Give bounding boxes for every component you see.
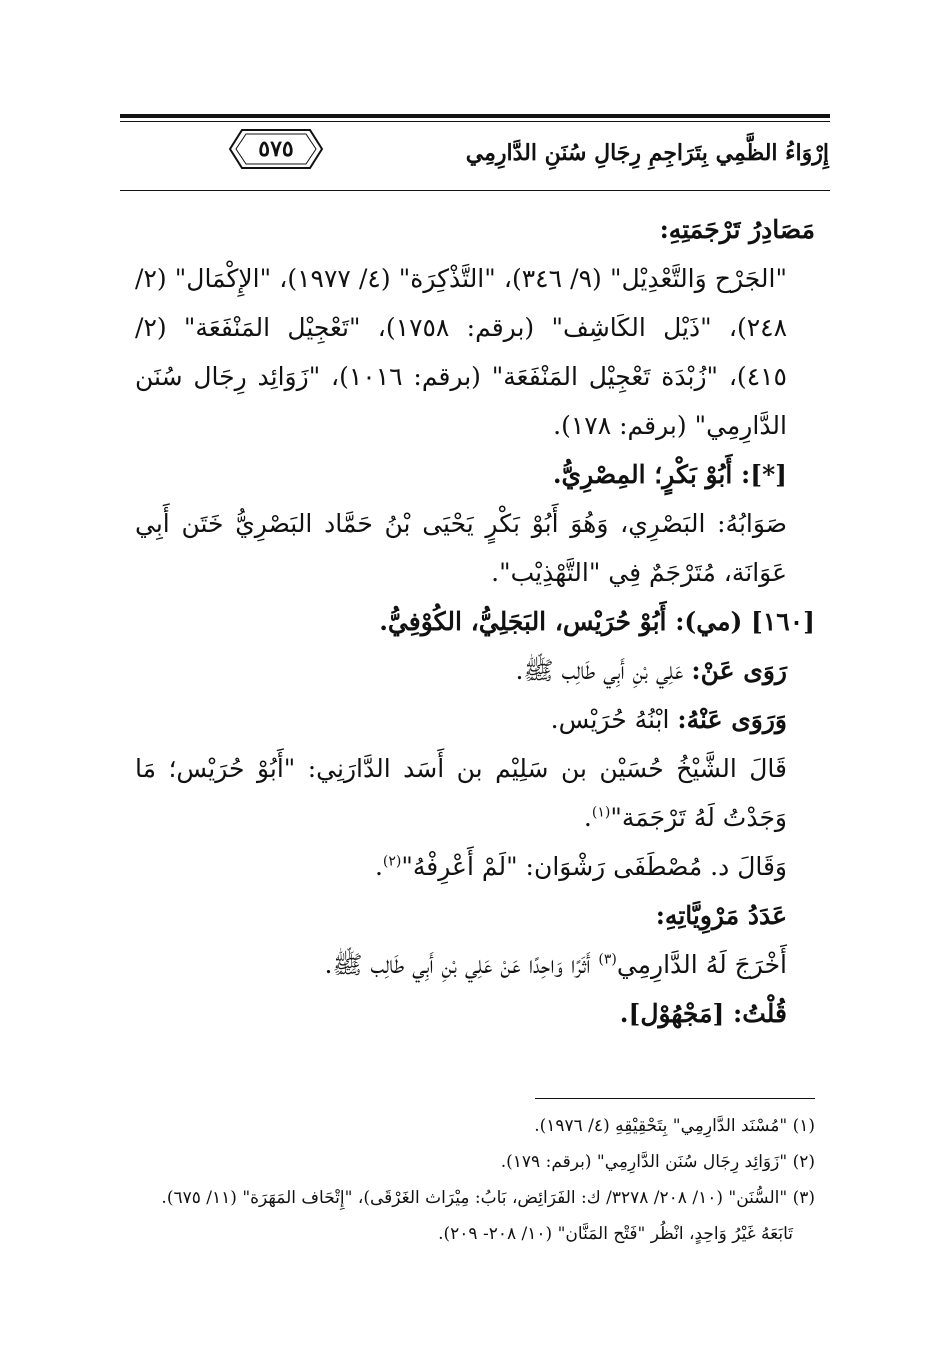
narrated-from-label: رَوَى عَنْ:	[691, 656, 787, 685]
correction-text: صَوَابُهُ: البَصْرِي، وَهُوَ أَبُوْ بَكْرٍ يَحْيَى بْنُ حَمَّاد البَصْرِيُّ خَتَن أَبِي عَوَانَة، مُتَرْجَمٌ فِي "التَّهْذِيْب".	[135, 509, 787, 587]
footnotes	[135, 1108, 815, 1252]
rashwan-quote-text: وَقَالَ د. مُصْطَفَى رَشْوَان: "لَمْ أَعْرِفْهُ"	[401, 852, 787, 881]
narrated-from-value: عَلِي بْنِ أَبِي طَالِب ﷺ.	[515, 656, 684, 685]
footnote-3-continuation: تَابَعَهُ غَيْرُ وَاحِدٍ، انْظُر "فَتْح المَنَّان" (١٠/ ٢٠٨- ٢٠٩).	[438, 1224, 793, 1244]
rashwan-quote-end: .	[374, 852, 383, 881]
footnote-ref-1: (١)	[591, 804, 611, 821]
header-rule-thick	[120, 114, 830, 118]
narrated-by	[135, 695, 815, 744]
footnote-separator	[535, 1098, 815, 1099]
footnote-ref-2: (٢)	[382, 853, 402, 870]
page-number: ٥٧٥	[258, 136, 294, 162]
header-rule-bottom	[120, 190, 830, 191]
count-heading: عَدَدُ مَرْوِيَّاتِهِ:	[655, 901, 787, 930]
star-entry: [*]: أَبُوْ بَكْرٍ؛ المِصْرِيُّ.	[552, 460, 787, 489]
sources-heading: مَصَادِرُ تَرْجَمَتِهِ:	[659, 215, 815, 244]
narrated-from	[135, 646, 815, 695]
page-number-frame	[228, 126, 324, 172]
footnote-2: (٢) "زَوَائِد رِجَال سُنَن الدَّارِمِي" (برقم: ١٧٩).	[500, 1152, 815, 1172]
footnote-1: (١) "مُسْنَد الدَّارِمِي" بِتَحْقِيْقِهِ (٤/ ١٩٧٦).	[534, 1116, 815, 1136]
verdict: قُلْتُ: [مَجْهُوْل].	[619, 999, 787, 1028]
count-text-a: أَخْرَجَ لَهُ الدَّارِمِي	[616, 950, 787, 979]
rashwan-quote	[135, 842, 815, 891]
footnote-ref-3: (٣)	[598, 951, 617, 968]
narrated-by-label: وَرَوَى عَنْهُ:	[677, 705, 787, 734]
sheikh-quote-text: قَالَ الشَّيْخُ حُسَيْن بن سَلِيْم بن أَسَد الدَّارَنِي: "أَبُوْ حُرَيْس؛ مَا وَجَدْتُ لَهُ تَرْجَمَة"	[135, 754, 787, 832]
count-text-b: أَثَرًا وَاحِدًا عَنْ عَلِي بْنِ أَبِي طَالِب ﷺ.	[324, 950, 599, 979]
entry-heading: [١٦٠] (مي): أَبُوْ حُرَيْس، البَجَلِيُّ، الكُوْفِيُّ.	[379, 607, 815, 636]
book-title: إِرْوَاءُ الظَّمِي بِتَرَاجِمِ رِجَالِ سُنَنِ الدَّارِمِي	[465, 140, 829, 166]
sources-text: "الجَرْح وَالتَّعْدِيْل" (٩/ ٣٤٦)، "التَّذْكِرَة" (٤/ ١٩٧٧)، "الإِكْمَال" (٢/ ٢٤٨)، "ذَيْل الكَاشِف" (برقم: ١٧٥٨)، "تَعْجِيْل المَنْفَعَة" (٢/ ٤١٥)، "زُبْدَة تَعْجِيْل المَنْفَعَة" (برقم: ١٠١٦)، "زَوَائِد رِجَال سُنَن الدَّارِمِي" (برقم: ١٧٨).	[135, 264, 788, 440]
narrated-by-value: ابْنُهُ حُرَيْس.	[550, 705, 670, 734]
sheikh-quote-end: .	[583, 803, 592, 832]
sheikh-quote	[135, 744, 815, 842]
count-text	[135, 940, 815, 989]
header-rule-thin	[120, 121, 830, 122]
footnote-3: (٣) "السُّنَن" (١٠/ ٢٠٨/ ٣٢٧٨/ ك: الفَرَائِض، بَابُ: مِيْرَاث الغَرْقَى)، "إِتْحَاف المَهَرَة" (١١/ ٦٧٥).	[161, 1188, 815, 1208]
main-text	[135, 205, 815, 1038]
